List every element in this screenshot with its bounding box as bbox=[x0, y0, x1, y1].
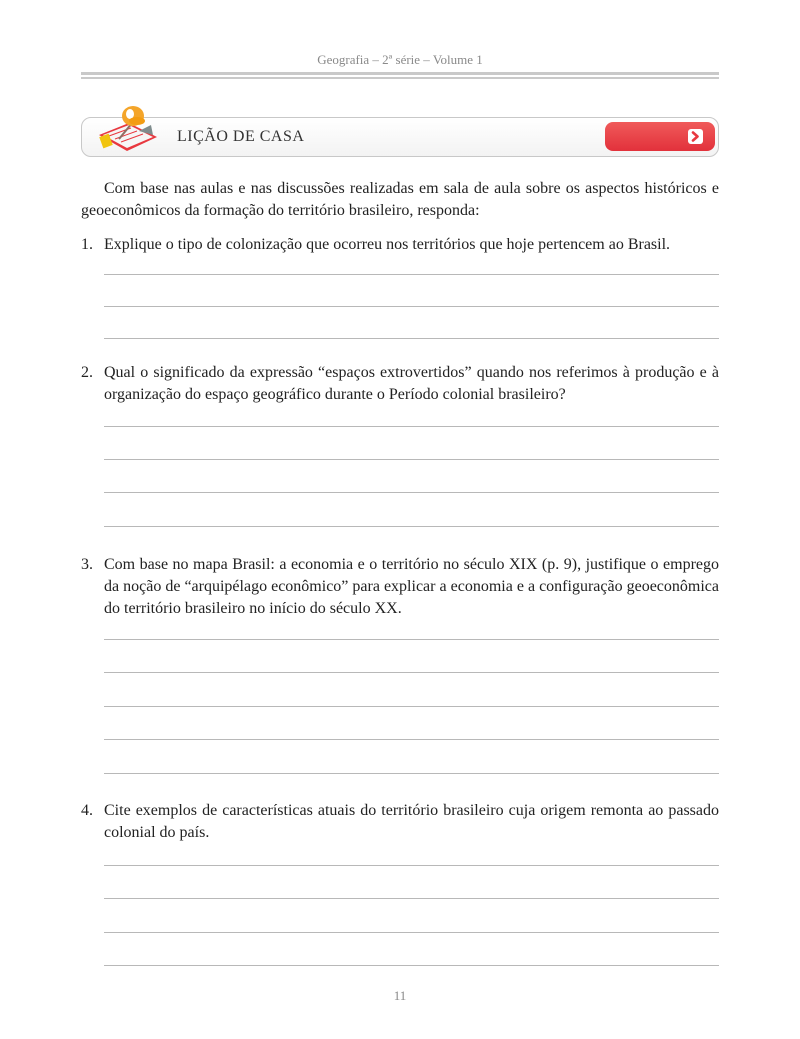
question-number: 4. bbox=[81, 802, 93, 819]
question-number: 2. bbox=[81, 364, 93, 381]
section-title: LIÇÃO DE CASA bbox=[177, 128, 305, 145]
answer-line[interactable] bbox=[104, 773, 719, 774]
answer-line[interactable] bbox=[104, 492, 719, 493]
answer-line[interactable] bbox=[104, 306, 719, 307]
answer-line[interactable] bbox=[104, 706, 719, 707]
question-text: Com base no mapa Brasil: a economia e o território no século XIX (p. 9), justifique o emprego da noção de “arquipélago econômico” para explicar a economia e a configuração geoeconômica do território brasileiro no início do século XX. bbox=[104, 556, 719, 617]
answer-line[interactable] bbox=[104, 865, 719, 866]
answer-line[interactable] bbox=[104, 965, 719, 966]
question-2 bbox=[81, 362, 719, 406]
homework-icon bbox=[93, 105, 183, 151]
page-number: 11 bbox=[393, 988, 407, 1003]
arrow-right-icon bbox=[688, 129, 703, 144]
answer-line[interactable] bbox=[104, 639, 719, 640]
question-number: 3. bbox=[81, 556, 93, 573]
question-text: Explique o tipo de colonização que ocorreu nos territórios que hoje pertencem ao Brasil. bbox=[104, 236, 671, 253]
question-1 bbox=[81, 234, 719, 256]
question-4 bbox=[81, 800, 719, 844]
answer-line[interactable] bbox=[104, 898, 719, 899]
answer-line[interactable] bbox=[104, 526, 719, 527]
header-rule bbox=[81, 72, 719, 79]
answer-line[interactable] bbox=[104, 672, 719, 673]
section-accent-bar bbox=[605, 122, 715, 151]
running-header: Geografia – 2ª série – Volume 1 bbox=[317, 52, 483, 67]
answer-line[interactable] bbox=[104, 459, 719, 460]
answer-line[interactable] bbox=[104, 274, 719, 275]
answer-line[interactable] bbox=[104, 338, 719, 339]
question-number: 1. bbox=[81, 236, 93, 253]
section-banner bbox=[81, 117, 719, 157]
question-text: Cite exemplos de características atuais do território brasileiro cuja origem remonta ao passado colonial do país. bbox=[104, 802, 719, 841]
intro-paragraph: Com base nas aulas e nas discussões realizadas em sala de aula sobre os aspectos históricos e geoeconômicos da formação do território brasileiro, responda: bbox=[81, 180, 719, 219]
answer-line[interactable] bbox=[104, 426, 719, 427]
answer-line[interactable] bbox=[104, 932, 719, 933]
answer-line[interactable] bbox=[104, 739, 719, 740]
question-3 bbox=[81, 554, 719, 620]
question-text: Qual o significado da expressão “espaços extrovertidos” quando nos referimos à produção e à organização do espaço geográfico durante o Período colonial brasileiro? bbox=[104, 364, 719, 403]
